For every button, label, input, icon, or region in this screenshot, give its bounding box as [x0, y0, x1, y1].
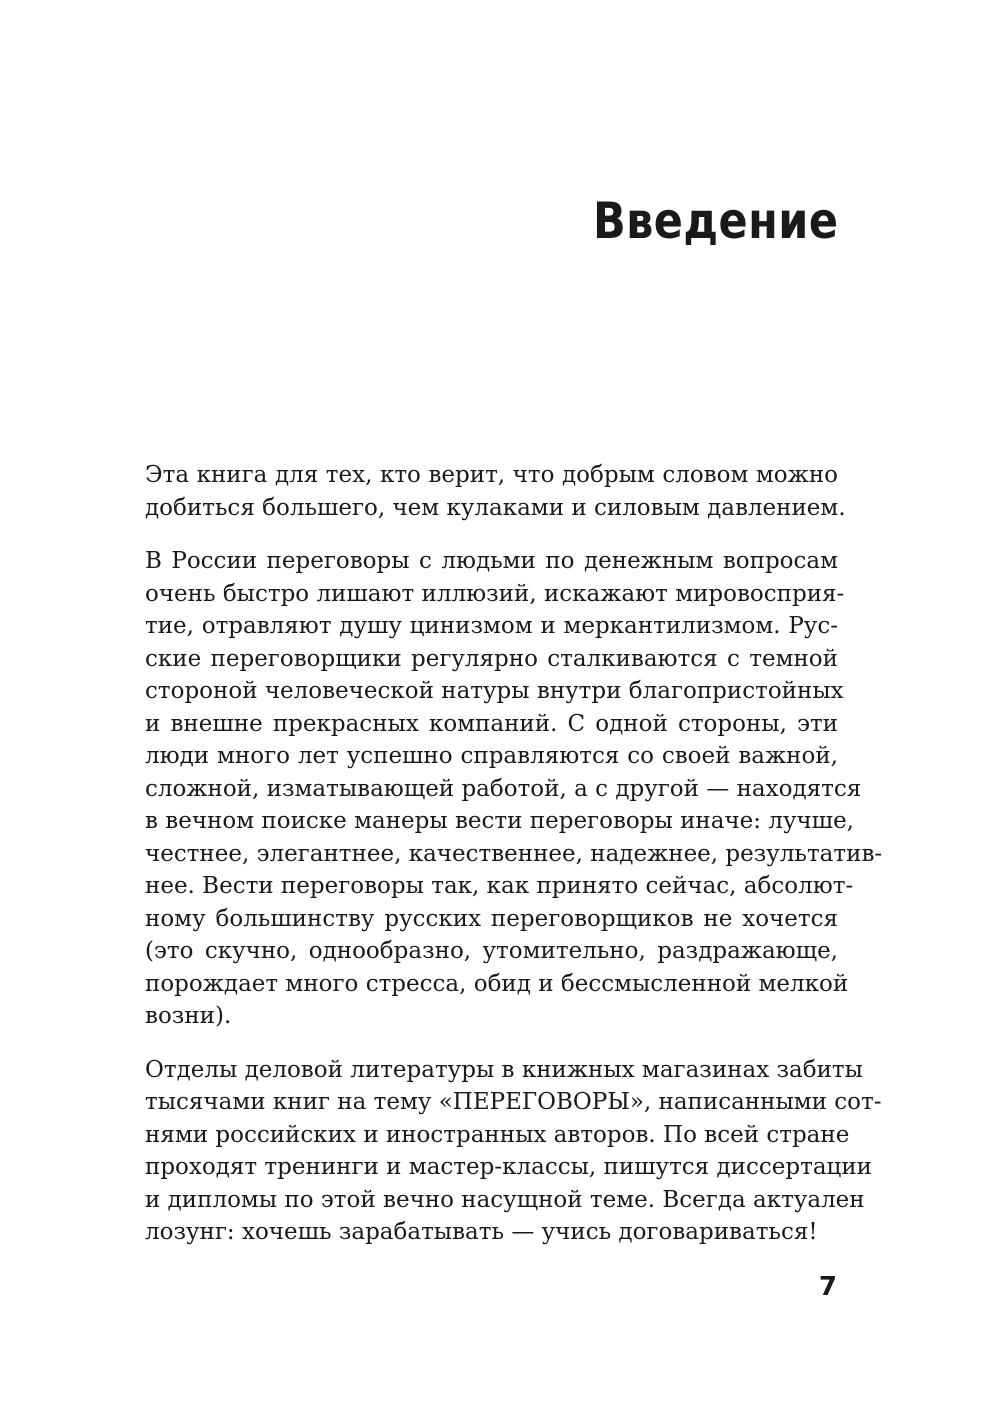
text-line: В России переговоры с людьми по денежным вопросам	[145, 548, 838, 574]
text-line: порождает много стресса, обид и бессмысленной мелкой	[145, 970, 849, 997]
text-line: лозунг: хочешь зарабатывать — учись договариваться!	[145, 1219, 818, 1245]
text-line: нями российских и иностранных авторов. По всей стране	[145, 1121, 850, 1148]
text-line: и внешне прекрасных компаний. С одной стороны, эти	[145, 710, 838, 737]
text-line: честнее, элегантнее, качественнее, надежнее, результатив-	[145, 840, 883, 867]
page-number: 7	[818, 1272, 837, 1302]
text-line: ному большинству русских переговорщиков не хочется	[145, 905, 838, 932]
text-line: стороной человеческой натуры внутри благопристойных	[145, 678, 844, 704]
text-line: добиться большего, чем кулаками и силовым давлением.	[145, 494, 846, 521]
chapter-title: Введение	[592, 192, 838, 250]
text-line: нее. Вести переговоры так, как принято сейчас, абсолют-	[145, 873, 854, 899]
text-line: Отделы деловой литературы в книжных магазинах забиты	[145, 1056, 863, 1083]
text-line: и дипломы по этой вечно насущной теме. Всегда актуален	[145, 1186, 865, 1213]
paragraph	[145, 1054, 882, 1249]
text-line: в вечном поиске манеры вести переговоры иначе: лучше,	[145, 808, 854, 834]
text-line: очень быстро лишают иллюзий, искажают мировосприя-	[145, 580, 845, 607]
text-line: возни).	[145, 1003, 232, 1029]
paragraph	[145, 459, 846, 524]
text-line: (это скучно, однообразно, утомительно, раздражающе,	[145, 938, 838, 964]
text-line: люди много лет успешно справляются со своей важной,	[145, 743, 838, 769]
text-line: тысячами книг на тему «ПЕРЕГОВОРЫ», написанными сот-	[145, 1089, 882, 1115]
text-line: Эта книга для тех, кто верит, что добрым словом можно	[145, 462, 838, 488]
text-line: проходят тренинги и мастер-классы, пишутся диссертации	[145, 1154, 872, 1180]
text-line: ские переговорщики регулярно сталкиваются с темной	[145, 645, 838, 672]
body-text	[145, 459, 883, 1270]
paragraph	[145, 545, 883, 1033]
text-line: тие, отравляют душу цинизмом и меркантилизмом. Рус-	[145, 613, 838, 639]
text-line: сложной, изматывающей работой, а с другой — находятся	[145, 775, 862, 802]
